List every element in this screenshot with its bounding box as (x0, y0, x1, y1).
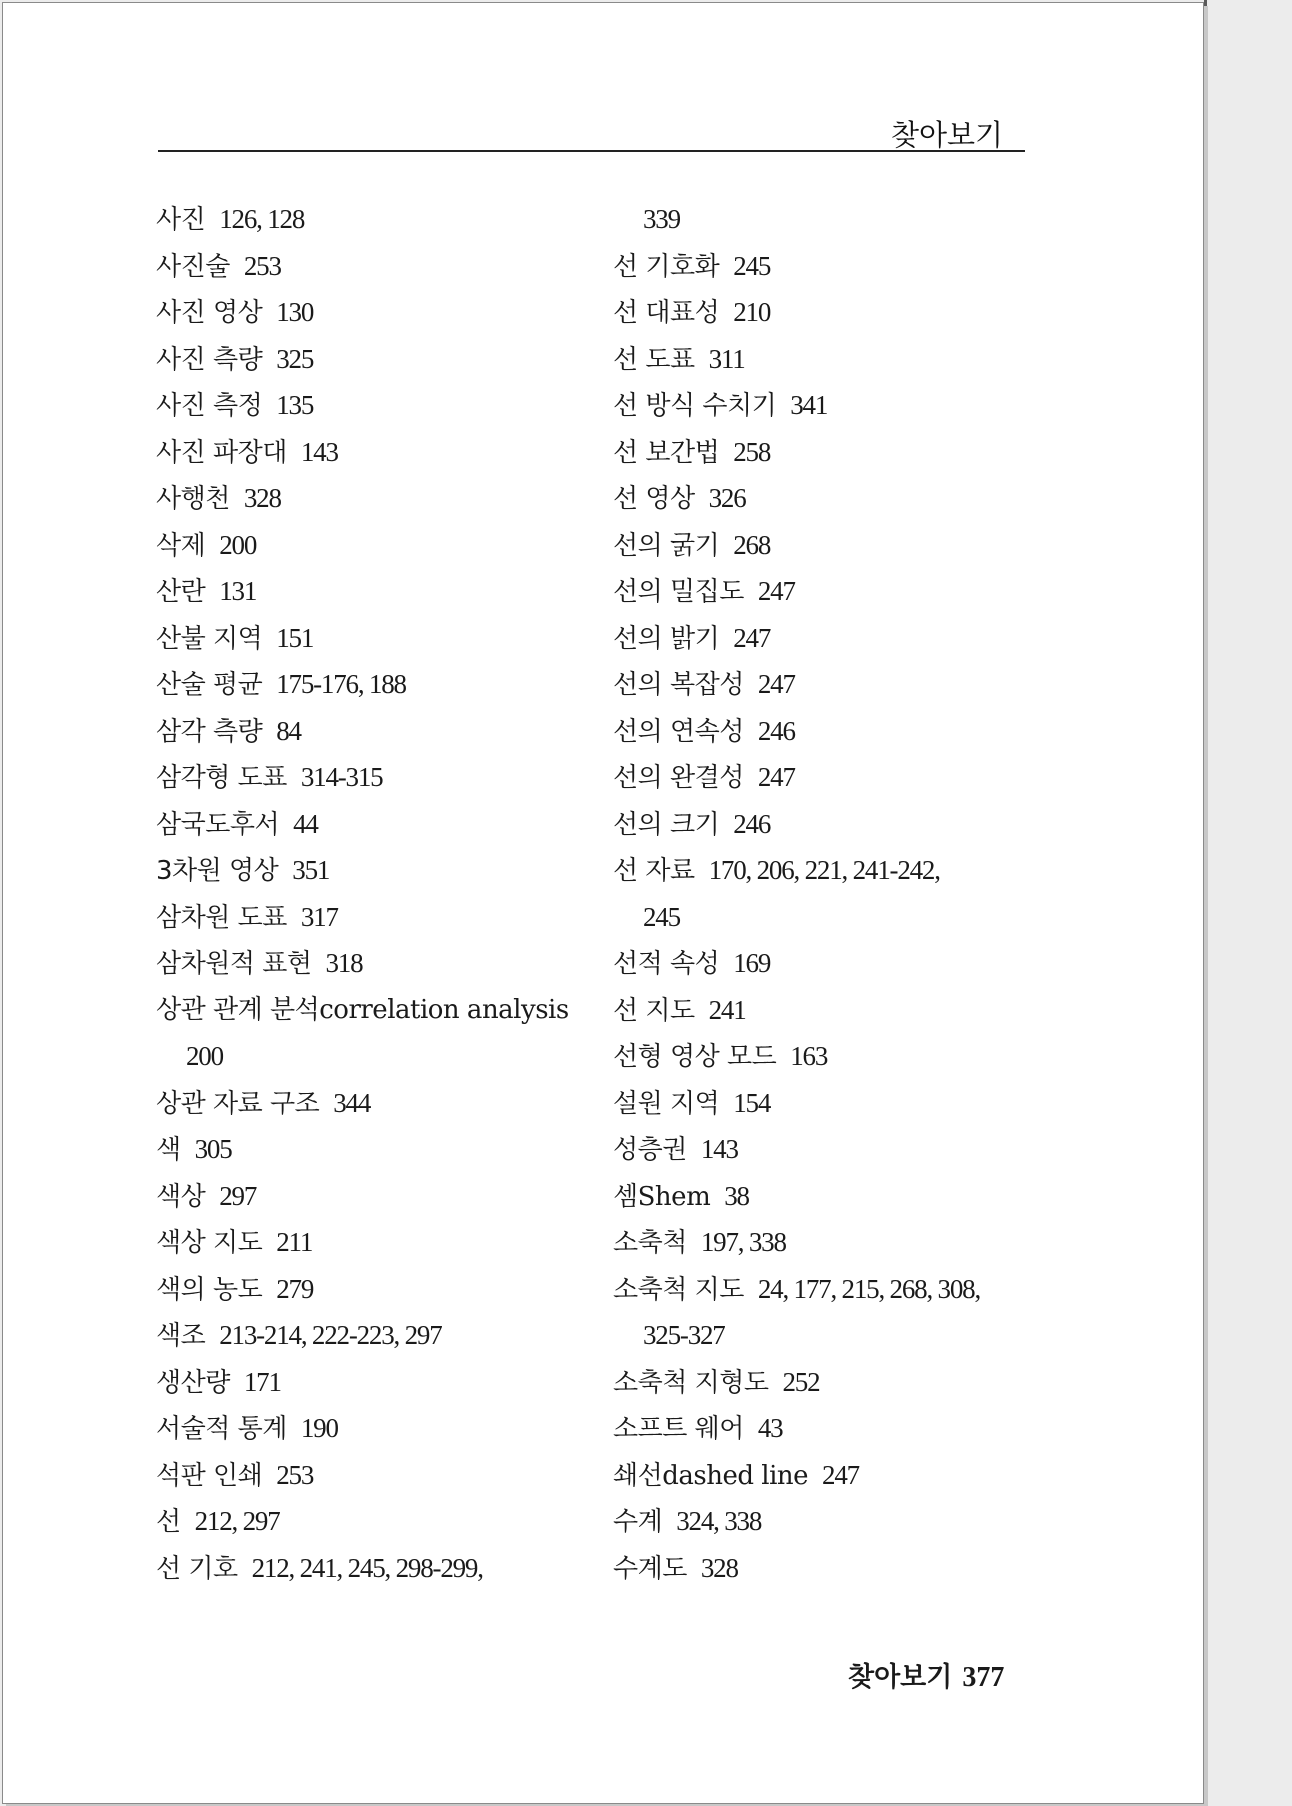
index-entry (613, 1176, 1033, 1223)
index-term: 사진 파장대 (156, 437, 287, 468)
index-term: 선 보간법 (613, 437, 720, 468)
index-entry (156, 618, 586, 665)
index-term: 셈 (613, 1181, 638, 1212)
index-entry (613, 1129, 1033, 1176)
index-term: 선 기호화 (613, 251, 720, 282)
index-entry (613, 571, 1033, 618)
index-page-refs: 297 (219, 1180, 257, 1211)
index-term: 선 자료 (613, 856, 695, 886)
index-entry (613, 339, 1033, 386)
index-entry (156, 432, 586, 479)
document-page (2, 2, 1204, 1804)
index-page-refs: 131 (219, 576, 257, 606)
index-entry (156, 1548, 586, 1595)
index-entry (156, 1408, 586, 1455)
index-page-refs: 325-327 (643, 1320, 725, 1350)
index-term: 색의 농도 (156, 1274, 263, 1305)
index-term: 성층권 (613, 1135, 687, 1165)
index-page-refs: 328 (700, 1552, 738, 1583)
index-term: 삼차원적 표현 (156, 949, 312, 979)
index-entry (156, 664, 586, 711)
index-entry (613, 478, 1033, 525)
index-page-refs: 318 (325, 948, 363, 978)
index-term: 선의 크기 (613, 809, 720, 840)
index-page-refs: 38 (724, 1180, 749, 1211)
index-term: 삭제 (156, 530, 206, 561)
index-page-refs: 210 (733, 297, 771, 327)
page-footer (848, 1655, 1004, 1694)
index-page-refs: 84 (276, 715, 301, 746)
index-entry (613, 1408, 1033, 1455)
index-entry (613, 757, 1033, 804)
index-entry (156, 339, 586, 386)
index-page-refs: 200 (219, 529, 257, 560)
index-term: 3차원 영상 (156, 856, 279, 886)
index-term: 쇄선 (613, 1460, 663, 1491)
index-entry (613, 1222, 1033, 1269)
index-page-refs: 279 (276, 1273, 314, 1304)
index-entry (613, 990, 1033, 1037)
index-page-refs: 305 (194, 1134, 232, 1164)
index-entry (156, 943, 586, 990)
index-entry-continuation (156, 1036, 586, 1083)
index-term: 선의 굵기 (613, 530, 720, 561)
index-page-refs: 339 (643, 204, 680, 234)
index-page-refs: 311 (708, 343, 745, 374)
index-term: 사진술 (156, 251, 230, 282)
index-entry (156, 1501, 586, 1548)
index-page-refs: 151 (276, 622, 314, 653)
index-entry (156, 1362, 586, 1409)
index-page-refs: 197, 338 (700, 1227, 786, 1257)
index-page-refs: 190 (300, 1413, 338, 1443)
index-entry (613, 1455, 1033, 1502)
index-entry (613, 804, 1033, 851)
index-page-refs: 314-315 (300, 762, 383, 792)
index-term: 수계 (613, 1507, 663, 1537)
index-entry (613, 850, 1033, 897)
index-entry (156, 1129, 586, 1176)
index-column-left (156, 199, 586, 1594)
header-rule (158, 150, 1025, 152)
footer-label: 찾아보기 (848, 1662, 953, 1693)
index-term: 선 기호 (156, 1553, 238, 1584)
index-entry-continuation (613, 897, 1033, 944)
index-term: 상관 관계 분석 (156, 994, 320, 1025)
index-term: 소프트 웨어 (613, 1414, 744, 1444)
index-term: 선 방식 수치기 (613, 391, 777, 421)
index-page-refs: 169 (733, 948, 771, 978)
index-entry (156, 1176, 586, 1223)
index-term: 색상 지도 (156, 1228, 263, 1258)
index-entry (156, 1455, 586, 1502)
index-page-refs: 324, 338 (676, 1506, 762, 1536)
index-term: 상관 자료 구조 (156, 1088, 320, 1119)
index-term: 색 (156, 1135, 181, 1165)
index-term: 산술 평균 (156, 670, 263, 700)
index-entry (613, 1269, 1033, 1316)
index-term: 삼각 측량 (156, 716, 263, 747)
index-term: 산란 (156, 577, 206, 607)
index-page-refs: 328 (243, 483, 281, 513)
index-page-refs: 247 (757, 669, 795, 699)
index-page-refs: 171 (243, 1366, 281, 1397)
index-entry (613, 943, 1033, 990)
index-entry (613, 1036, 1033, 1083)
index-page-refs: 326 (708, 483, 746, 513)
index-term: 사행천 (156, 484, 230, 514)
index-page-refs: 241 (708, 994, 746, 1025)
index-entry (156, 850, 586, 897)
index-page-refs: 252 (782, 1366, 820, 1397)
index-entry-continuation (613, 1315, 1033, 1362)
index-term: 사진 (156, 205, 206, 235)
index-page-refs: 245 (733, 250, 771, 281)
index-entry (613, 1501, 1033, 1548)
index-term: 수계도 (613, 1553, 687, 1584)
index-term: 선의 완결성 (613, 763, 744, 793)
index-page-refs: 24, 177, 215, 268, 308, (757, 1273, 981, 1304)
index-page-refs: 135 (276, 390, 314, 420)
index-term: 석판 인쇄 (156, 1460, 263, 1491)
index-entry (156, 478, 586, 525)
index-term: 선적 속성 (613, 949, 720, 979)
index-term: 선의 밀집도 (613, 577, 744, 607)
index-term: 선의 연속성 (613, 716, 744, 747)
index-page-refs: 130 (276, 297, 314, 327)
page-edge-shadow (1204, 0, 1207, 1806)
index-entry (613, 1548, 1033, 1595)
index-entry (613, 711, 1033, 758)
index-entry (613, 618, 1033, 665)
index-page-refs: 253 (276, 1459, 314, 1490)
running-head: 찾아보기 (891, 118, 1004, 152)
index-entry (613, 432, 1033, 479)
index-term: 삼차원 도표 (156, 902, 287, 933)
index-page-refs: 253 (243, 250, 281, 281)
index-entry (156, 1222, 586, 1269)
index-term: 선 도표 (613, 344, 695, 375)
index-term-english: Shem (637, 1181, 711, 1212)
index-term: 사진 영상 (156, 298, 263, 328)
index-entry (613, 246, 1033, 293)
index-term: 삼국도후서 (156, 809, 280, 840)
index-term: 선형 영상 모드 (613, 1042, 777, 1072)
index-page-refs: 212, 297 (194, 1506, 280, 1536)
index-page-refs: 213-214, 222-223, 297 (219, 1320, 442, 1350)
index-entry (613, 385, 1033, 432)
index-term: 색상 (156, 1181, 206, 1212)
index-page-refs: 351 (292, 855, 330, 885)
index-entry (156, 897, 586, 944)
index-entry (156, 246, 586, 293)
index-page-refs: 245 (643, 901, 680, 932)
index-page-refs: 247 (733, 622, 771, 653)
index-page-refs: 246 (757, 715, 795, 746)
index-term: 생산량 (156, 1367, 230, 1398)
index-term: 사진 측량 (156, 344, 263, 375)
index-page-refs: 212, 241, 245, 298-299, (251, 1552, 483, 1583)
index-term: 소축척 지형도 (613, 1367, 769, 1398)
index-term-english: dashed line (662, 1460, 809, 1491)
index-entry (156, 711, 586, 758)
page-number: 377 (962, 1662, 1005, 1693)
index-entry (613, 525, 1033, 572)
index-page-refs: 247 (757, 576, 795, 606)
index-entry-continuation (613, 199, 1033, 246)
index-page-refs: 200 (186, 1041, 223, 1071)
index-entry (156, 1269, 586, 1316)
index-page-refs: 143 (700, 1134, 738, 1164)
index-entry (613, 1083, 1033, 1130)
index-term: 서술적 통계 (156, 1414, 287, 1444)
index-page-refs: 154 (733, 1087, 771, 1118)
index-page-refs: 163 (790, 1041, 828, 1071)
index-term: 삼각형 도표 (156, 763, 287, 793)
index-term: 선 (156, 1507, 181, 1537)
index-page-refs: 344 (333, 1087, 371, 1118)
index-entry (156, 199, 586, 246)
index-term: 설원 지역 (613, 1088, 720, 1119)
index-term: 선의 복잡성 (613, 670, 744, 700)
index-page-refs: 258 (733, 436, 771, 467)
index-page-refs: 341 (790, 390, 828, 420)
index-term: 색조 (156, 1321, 206, 1351)
index-term: 선의 밝기 (613, 623, 720, 654)
index-entry (613, 1362, 1033, 1409)
index-term: 선 지도 (613, 995, 695, 1026)
index-term-english: correlation analysis (319, 994, 569, 1025)
index-column-right (613, 199, 1033, 1594)
index-page-refs: 317 (300, 901, 338, 932)
index-page-refs: 247 (822, 1459, 859, 1490)
index-page-refs: 211 (276, 1227, 313, 1257)
index-page-refs: 44 (293, 808, 318, 839)
index-page-refs: 126, 128 (219, 204, 305, 234)
index-entry (156, 757, 586, 804)
index-entry (156, 990, 586, 1037)
index-page-refs: 143 (300, 436, 338, 467)
index-term: 사진 측정 (156, 391, 263, 421)
index-page-refs: 247 (757, 762, 795, 792)
index-page-refs: 43 (757, 1413, 783, 1443)
index-page-refs: 175-176, 188 (276, 669, 406, 699)
index-term: 소축척 (613, 1228, 687, 1258)
index-entry (156, 571, 586, 618)
index-entry (156, 1083, 586, 1130)
index-entry (156, 385, 586, 432)
index-entry (613, 664, 1033, 711)
index-page-refs: 268 (733, 529, 771, 560)
index-entry (156, 525, 586, 572)
index-page-refs: 325 (276, 343, 314, 374)
index-page-refs: 170, 206, 221, 241-242, (708, 855, 940, 885)
index-term: 산불 지역 (156, 623, 263, 654)
index-term: 소축척 지도 (613, 1274, 744, 1305)
index-term: 선 대표성 (613, 298, 720, 328)
index-term: 선 영상 (613, 484, 695, 514)
index-entry (156, 292, 586, 339)
index-page-refs: 246 (733, 808, 771, 839)
index-entry (156, 1315, 586, 1362)
index-entry (613, 292, 1033, 339)
index-entry (156, 804, 586, 851)
